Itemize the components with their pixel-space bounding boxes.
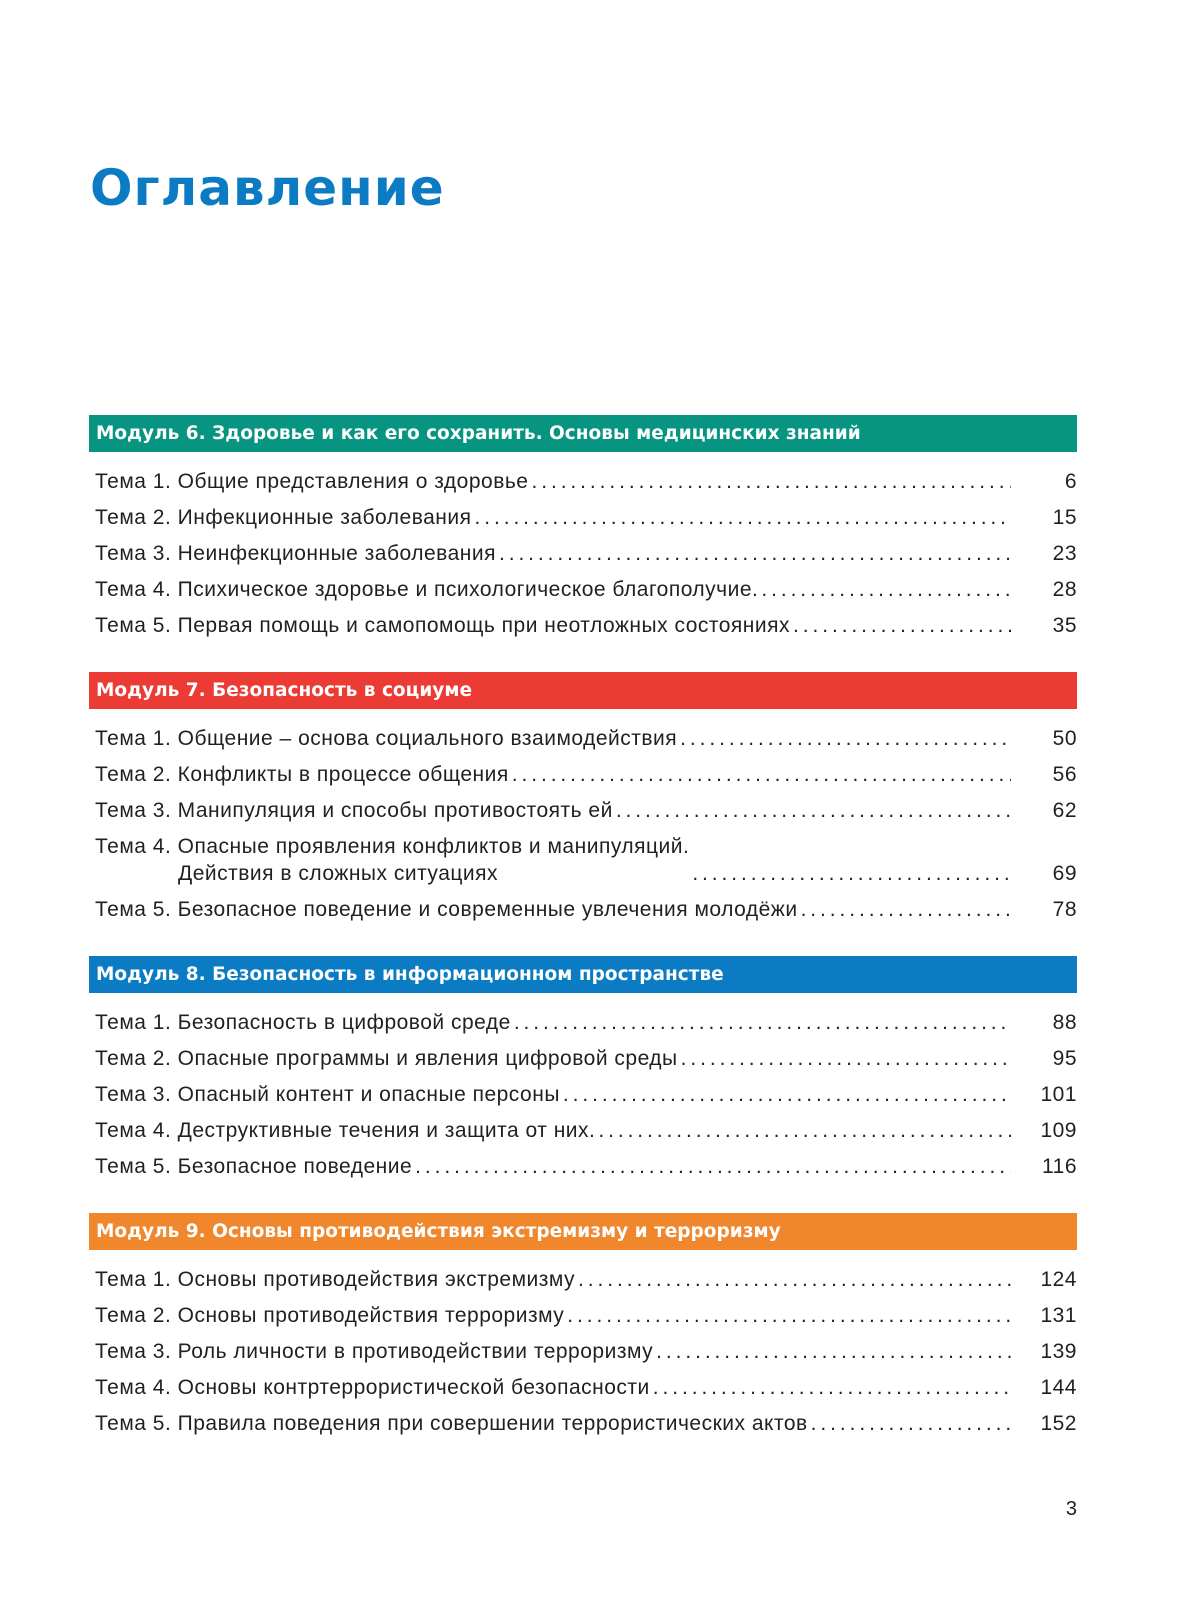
table-of-contents (89, 415, 1077, 1470)
toc-entry-page: 6 (1064, 470, 1077, 493)
toc-entry-page: 124 (1040, 1268, 1077, 1291)
toc-entry-page: 139 (1040, 1340, 1077, 1363)
toc-entry-page: 15 (1052, 506, 1077, 529)
toc-entry-page: 23 (1052, 542, 1077, 565)
dot-leader (801, 896, 1011, 923)
toc-entry-page: 78 (1052, 898, 1077, 921)
module-entries (89, 993, 1077, 1180)
module-entries (89, 452, 1077, 639)
toc-entry-title: Тема 1. Общение – основа социального взаимодействия (95, 725, 680, 752)
dot-leader (656, 1338, 1011, 1365)
dot-leader (680, 725, 1011, 752)
module-header[interactable]: Модуль 7. Безопасность в социуме (89, 672, 1077, 709)
dot-leader (563, 1081, 1011, 1108)
toc-entry-title: Тема 3. Неинфекционные заболевания (95, 540, 499, 567)
toc-entry-title-line2: Действия в сложных ситуациях (178, 862, 498, 885)
toc-entry-title: Тема 5. Правила поведения при совершении террористических актов (95, 1410, 811, 1437)
toc-entry-title (95, 833, 692, 887)
toc-entry[interactable] (89, 1374, 1077, 1401)
toc-entry-title: Тема 2. Основы противодействия терроризму (95, 1302, 567, 1329)
toc-entry-title: Тема 3. Роль личности в противодействии терроризму (95, 1338, 656, 1365)
toc-entry-page: 50 (1052, 727, 1077, 750)
toc-entry-title: Тема 3. Манипуляция и способы противостоять ей (95, 797, 616, 824)
toc-entry-title: Тема 2. Опасные программы и явления цифровой среды (95, 1045, 681, 1072)
dot-leader (598, 1117, 1011, 1144)
toc-entry[interactable] (89, 1302, 1077, 1329)
toc-entry-page: 35 (1052, 614, 1077, 637)
toc-entry[interactable] (89, 1117, 1077, 1144)
toc-entry[interactable] (89, 1009, 1077, 1036)
toc-entry[interactable] (89, 468, 1077, 495)
dot-leader (793, 612, 1011, 639)
dot-leader (578, 1266, 1011, 1293)
module-8 (89, 956, 1077, 1180)
module-entries (89, 1250, 1077, 1437)
toc-entry-page: 62 (1052, 799, 1077, 822)
toc-entry-page: 116 (1042, 1155, 1077, 1178)
toc-entry[interactable] (89, 540, 1077, 567)
toc-entry-title: Тема 1. Безопасность в цифровой среде (95, 1009, 514, 1036)
dot-leader (499, 540, 1011, 567)
toc-entry[interactable] (89, 1081, 1077, 1108)
toc-entry[interactable] (89, 612, 1077, 639)
module-header[interactable]: Модуль 6. Здоровье и как его сохранить. Основы медицинских знаний (89, 415, 1077, 452)
toc-entry-title-line1: Тема 4. Опасные проявления конфликтов и манипуляций. (95, 835, 690, 858)
toc-entry-title: Тема 5. Первая помощь и самопомощь при неотложных состояниях (95, 612, 793, 639)
toc-entry[interactable] (89, 896, 1077, 923)
toc-entry[interactable] (89, 833, 1077, 887)
module-header[interactable]: Модуль 8. Безопасность в информационном пространстве (89, 956, 1077, 993)
toc-entry-page: 56 (1052, 763, 1077, 786)
toc-entry[interactable] (89, 797, 1077, 824)
dot-leader (692, 860, 1011, 887)
toc-entry-page: 95 (1052, 1047, 1077, 1070)
toc-entry[interactable] (89, 1153, 1077, 1180)
toc-entry[interactable] (89, 1338, 1077, 1365)
dot-leader (415, 1153, 1011, 1180)
dot-leader (475, 504, 1012, 531)
dot-leader (811, 1410, 1011, 1437)
toc-entry-page: 144 (1040, 1376, 1077, 1399)
dot-leader (514, 1009, 1011, 1036)
module-9 (89, 1213, 1077, 1437)
toc-entry[interactable] (89, 1045, 1077, 1072)
page-title: Оглавление (90, 159, 445, 217)
page-number: 3 (1065, 1498, 1077, 1520)
toc-entry-title: Тема 2. Конфликты в процессе общения (95, 761, 512, 788)
toc-entry-page: 131 (1040, 1304, 1077, 1327)
toc-entry-title: Тема 4. Психическое здоровье и психологическое благополучие. (95, 576, 761, 603)
toc-entry-title: Тема 4. Основы контртеррористической безопасности (95, 1374, 653, 1401)
module-header[interactable]: Модуль 9. Основы противодействия экстремизму и терроризму (89, 1213, 1077, 1250)
toc-entry[interactable] (89, 576, 1077, 603)
toc-entry[interactable] (89, 725, 1077, 752)
toc-entry[interactable] (89, 504, 1077, 531)
toc-entry[interactable] (89, 1410, 1077, 1437)
dot-leader (653, 1374, 1011, 1401)
module-6 (89, 415, 1077, 639)
toc-entry-page: 69 (1052, 862, 1077, 885)
toc-entry[interactable] (89, 1266, 1077, 1293)
toc-entry-title: Тема 4. Деструктивные течения и защита от них. (95, 1117, 598, 1144)
toc-entry-page: 109 (1040, 1119, 1077, 1142)
toc-entry-title: Тема 5. Безопасное поведение (95, 1153, 415, 1180)
module-7 (89, 672, 1077, 923)
dot-leader (567, 1302, 1011, 1329)
toc-entry[interactable] (89, 761, 1077, 788)
toc-entry-page: 88 (1052, 1011, 1077, 1034)
dot-leader (681, 1045, 1011, 1072)
toc-entry-title: Тема 2. Инфекционные заболевания (95, 504, 475, 531)
dot-leader (761, 576, 1011, 603)
toc-entry-page: 101 (1040, 1083, 1077, 1106)
toc-entry-page: 152 (1040, 1412, 1077, 1435)
toc-entry-page: 28 (1052, 578, 1077, 601)
toc-entry-title: Тема 1. Основы противодействия экстремизму (95, 1266, 578, 1293)
dot-leader (531, 468, 1011, 495)
dot-leader (616, 797, 1011, 824)
dot-leader (512, 761, 1011, 788)
toc-entry-title: Тема 1. Общие представления о здоровье (95, 468, 531, 495)
toc-entry-title: Тема 5. Безопасное поведение и современные увлечения молодёжи (95, 896, 801, 923)
module-entries (89, 709, 1077, 923)
toc-entry-title: Тема 3. Опасный контент и опасные персоны (95, 1081, 563, 1108)
